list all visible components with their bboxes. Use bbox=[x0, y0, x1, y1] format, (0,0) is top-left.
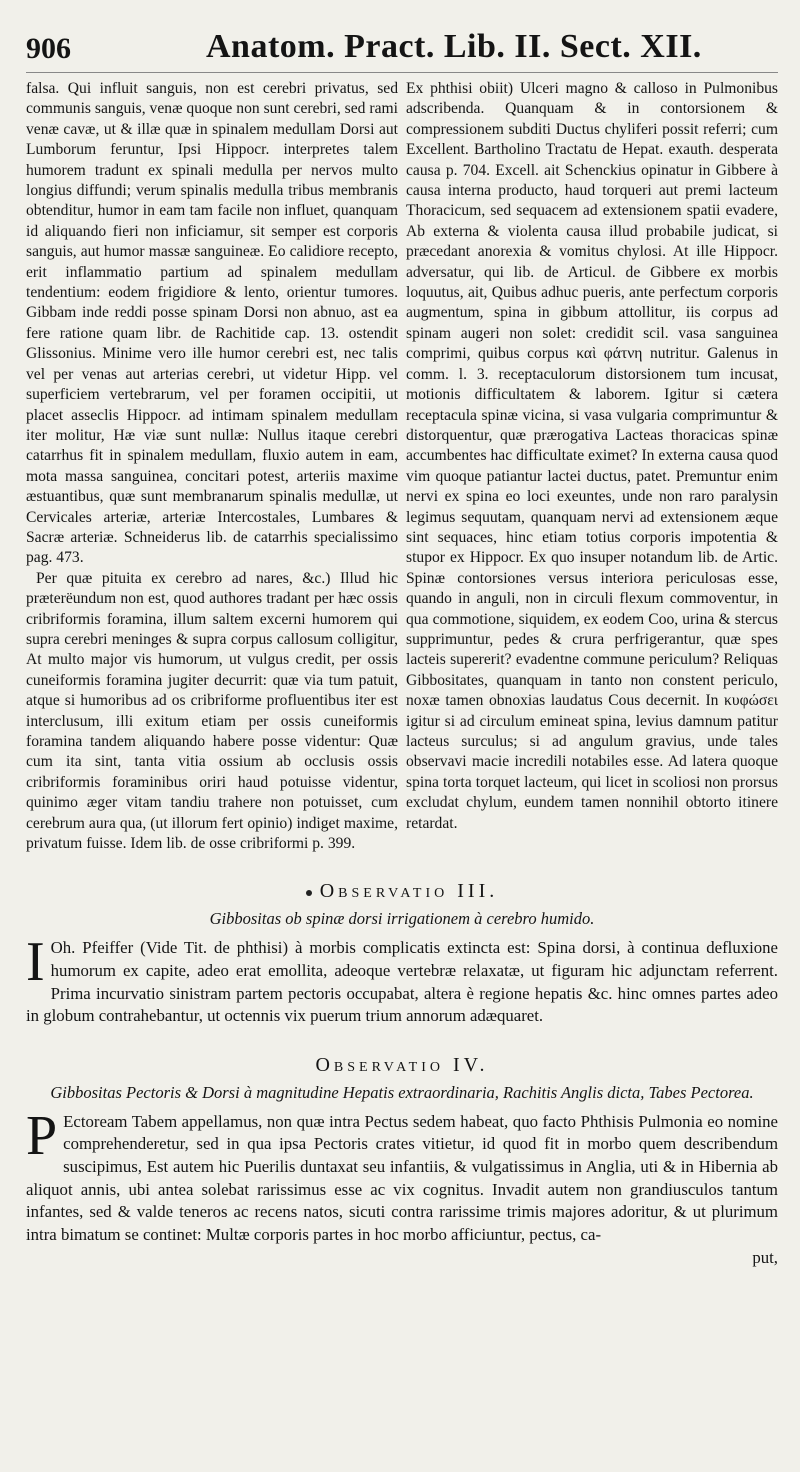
observation-4-dropcap: P bbox=[26, 1104, 58, 1167]
observation-3-body bbox=[26, 931, 778, 1027]
left-paragraph-2: Per quæ pituita ex cerebro ad nares, &c.) Illud hic præterëundum non est, quod authores tradant per hæc ossis cribriformis foramina, illum saltem excerni humorem qui supra cerebri meninges & supra corpus callosum colligitur, At multo major vis humorum, ut vulgus credit, per ossis cuneiformis foramina jugiter decurrit: quæ via tum patuit, atque si humoribus ad os cribriforme profluentibus iter est interclusum, illi exitum etiam per ossis cuneiformis foramina tandem aliquando habere posse videntur: Quæ cum ita sint, tanta vitia ossium ab occlusis ossis cribriformis foraminibus oriri haud potuisse videntur, quinimo æger vitam tandiu trahere non potuisset, cum cerebrum aura qua, (ut illorum fert opinio) indiget maxime, privatum fuisse. Idem lib. de osse cribriformi p. 399. bbox=[26, 569, 398, 853]
observation-3-paragraph bbox=[26, 931, 778, 1027]
running-head bbox=[26, 28, 778, 73]
page-number: 906 bbox=[26, 32, 71, 65]
running-title: Anatom. Pract. Lib. II. Sect. XII. bbox=[206, 28, 702, 65]
observation-4-heading: Observatio IV. bbox=[315, 1053, 489, 1076]
observation-3-dropcap: I bbox=[26, 931, 45, 994]
observation-3-heading bbox=[26, 880, 778, 903]
observation-4-body bbox=[26, 1104, 778, 1269]
observation-4-subtitle: Gibbositas Pectoris & Dorsi à magnitudine Hepatis extraordinaria, Rachitis Anglis dicta, Tabes Pectorea. bbox=[50, 1082, 754, 1102]
two-column-body bbox=[26, 79, 778, 854]
observation-3-text: Oh. Pfeiffer (Vide Tit. de phthisi) à morbis complicatis extincta est: Spina dorsi, à continua defluxione humorum ex capite, adeo erat emollita, adeoque vertebræ relaxatæ, ut figuram hic adjunctam referrent. Prima incurvatio sinistram partem pectoris occupabat, altera è regione hepatis &c. hinc omnes partes adeo in globum contrahebantur, ut octennis vix puerum trium annorum adæquaret. bbox=[26, 938, 778, 1026]
left-paragraph-1: falsa. Qui influit sanguis, non est cerebri privatus, sed communis sanguis, venæ quoque non sunt cerebri, sed rami venæ cavæ, ut & illæ quæ in spinalem medullam Dorsi aut Lumborum feruntur, Ipsi Hippocr. interpretes talem humorem tradunt ex spinali medulla per nervos multo longius diffundi; verum spinalis medulla tribus membranis obtenditur, humor in eam tam facile non influet, quanquam id aliquando fieri non inficiamur, sit semper est corporis sanguis, aut humor massæ sanguineæ. Eo calidiore recepto, erit inflammatio partium ad spinalem medullam tendentium: eodem frigidiore & lento, orientur tumores. Gibbam inde reddi posse spinam Dorsi non abnuo, ast ea fere ratione quam libr. de Rachitide cap. 13. ostendit Glissonius. Minime vero ille humor cerebri est, nec talis vel per venas aut arterias cerebri, ut videtur Hipp. vel superficiem vertebrarum, vel per foramen occipitii, ut placet asseclis Hippocr. ad intimam spinalem medullam iter molitur, Hæ viæ sunt nullæ: Nullus itaque cerebri catarrhus fit in spinalem medullam, fluxio autem in eam, mota massa sanguinea, concitari potest, arteriis maxime æstuantibus, quæ sunt membranarum spinalis medullæ, ut Cervicales arteriæ, arteriæ Intercostales, Lumbares & Sacræ arteriæ. Schneiderus lib. de catarrhis specialissimo pag. 473. bbox=[26, 80, 398, 567]
observation-4-paragraph bbox=[26, 1104, 778, 1247]
catchword: put, bbox=[752, 1248, 778, 1268]
observation-3-heading-text: Observatio III. bbox=[319, 880, 499, 903]
right-column bbox=[406, 79, 778, 854]
observation-4-text: Ectoream Tabem appellamus, non quæ intra Pectus sedem habeat, quo facto Phthisis Pulmonia eo nomine comprehenderetur, sed in qua ipsa Pectoris crates vitietur, id quod fit in morbo quem describendum suscipimus, Est autem hic Puerilis duntaxat seu infantiis, & vulgatissimus in Anglia, uti & in Hibernia ab aliquot annis, ubi antea solebat rarissimus esse ac vix cognitus. Invadit autem non grandiusculos tantum infantes, sed & valde teneros ac recens natos, sicuti contra rarissime trimis majores adoritur, & ut plurimum intra bimatum se continet: Multæ corporis partes in hoc morbo afficiuntur, pectus, ca- bbox=[26, 1111, 778, 1244]
left-column bbox=[26, 79, 398, 854]
right-paragraph-1: Ex phthisi obiit) Ulceri magno & calloso in Pulmonibus adscribenda. Quanquam & in contorsionem & compressionem subditi Ductus chyliferi possit referri; cum Excellent. Bartholino Tractatu de Hepat. exauth. desperata causa p. 704. Excell. ait Schenckius opinatur in Gibbere à causa interna producto, haud torqueri aut premi lacteum Thoracicum, sed sequacem ad extensionem spatii evadere, Ab externa & violenta causa illud probabile judicat, si præcedant anorexia & vomitus chylosi. At ille Hippocr. adversatur, qui lib. de Articul. de Gibbere ex morbis loquutus, ait, Quibus adhuc pueris, ante perfectum corporis augmentum, spina in gibbum attollitur, iis corpus ad spinam augeri non solet: credidit scil. vasa sanguinea comprimi, quibus corpus καὶ φάτνη nutritur. Galenus in comm. l. 3. receptaculorum distorsionem tum incusat, motionis difficultatem & laborem. Igitur si cætera receptacula spinæ vicina, si vasa vulgaria comprimuntur & distorquentur, quæ prærogativa Lacteas thoracicas spinæ accumbentes hac difficultate eximet? In externa causa quod vim quoque patiantur lactei ductus, patet. Premuntur enim nervi ex spina eo loci exeuntes, unde non raro paralysin legimus sequutam, quanquam nervi ad extensionem æque sint sequaces, hinc etiam totius corporis impotentia & stupor ex Hippocr. Ex quo insuper notandum lib. de Artic. Spinæ contorsiones versus interiora periculosas esse, quando in anguli, non in circuli flexum commoventur, in qua commotione, siquidem, ex eodem Coo, urina & stercus supprimuntur, pedes & crura perfrigerantur, quæ spes lacteis supererit? evadentne commune periculum? Reliquas Gibbositates, quanquam in tanto non constent periculo, noxæ tamen obnoxias laudatus Cous decernit. In κυφώσει igitur si ad circulum emineat spina, levius damnum patitur lacteus surculus; si ad angulum gravius, unde tales observavi macie incredili notabiles esse. Ad latera quoque spina torta torquet lacteum, qui licet in scoliosi non prorsus excludat chylum, eundem tamen nonnihil obtorto itinere retardat. bbox=[406, 80, 778, 832]
bullet-mark bbox=[306, 890, 312, 896]
observation-3-subtitle: Gibbositas ob spinæ dorsi irrigationem à cerebro humido. bbox=[209, 909, 595, 929]
